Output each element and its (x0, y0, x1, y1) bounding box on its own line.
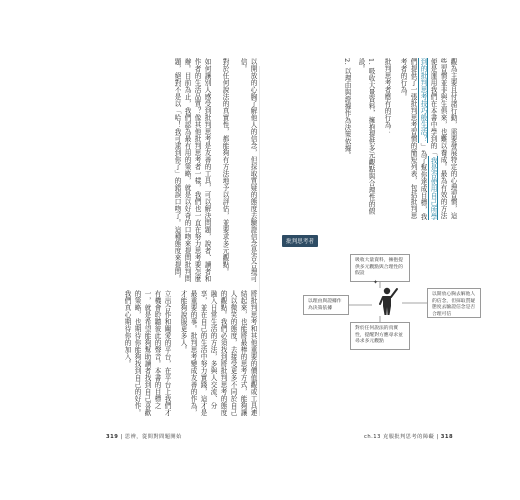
left-paragraph-1: 以開放的心胸了解他人的信念，但採取質疑的態度去驗證信念是否合理可信。 (239, 58, 257, 282)
highlighted-question: 我是否使用自己所學到的批判思考技巧般生活？ (419, 58, 437, 220)
left-paragraph-5: 立出合作和關愛的平台，在平台上我們才有機會聆聽彼此的聲音。本書的目標之一，就是希望能夠幫助讀者找到自己喜歡的策略，也期待你能夠找到自己的好作。我們真心期待你的加入。 (123, 290, 171, 416)
person-icon (378, 286, 400, 316)
left-page-text-lower (122, 290, 258, 418)
right-page (262, 58, 458, 438)
right-list-item-1: 1. 吸收大量資料，擁抱提供多元觀點與合理性的假設。 (357, 58, 375, 215)
page-number-right: 318 (440, 434, 454, 440)
lightbulb-icon: ✦ (373, 279, 379, 286)
footer-right: ch.13 克服批判思考的障礙 | 318 (364, 434, 454, 440)
left-paragraph-4: 將批判思考和其他重要的價值觀或工具連結起來，也能將最棒的思考方式，能夠讓人以微笑的態度，去接受更多不同於自己的觀點。我們必須找到將批判思考的態度融入日常生活的方法，多與人交流、分享，並在自己的生活中努力實踐，這才是最重要的事。批判思考變成友善的作為，才能夠說服更多人。 (179, 290, 257, 416)
right-paragraph-1: 觀為主要且付諸行動，需要發展特定的心理習慣，這些習慣並非與生俱來，也難以養成。最為有效的方法便是運用我們在本書中學到的「我是否使用自己所學到的批判思考技巧般生活？」為了幫你達成目標，我們提供了一張批判思考習慣的簡短列表，包括批判思考者的行為。 (399, 58, 457, 220)
diagram-box-left: 以理由與證據作為決策依據 (303, 295, 349, 315)
diagram-tag: 批判思考者 (282, 235, 318, 247)
diagram-box-right: 以開放心胸去解他人的信念，但採取質疑態度去驗證信念是否合理可信 (427, 288, 481, 318)
gutter-divider (259, 66, 260, 416)
right-list-item-2: 2. 以理由與證據作為決策依據。 (343, 58, 351, 159)
diagram-box-bottom: 對於任何說法的真實性，提醒對方應尋求並尋求多元觀點 (350, 322, 410, 350)
footer-chapter-title: ch.13 克服批判思考的障礙 (364, 434, 435, 440)
footer-left: 319 | 思辨，從問對問題開始 (106, 434, 182, 440)
diagram-box-top: 吸收大量資料，擁抱提供多元觀點與合理性的假設 (350, 254, 410, 282)
left-paragraph-3: 如何讓別人感受到批判思考是友善的工具，可以解決問題，說者、讀者和作者的生活品質？像其他批判思考者一樣，我們也一直在努力思考要怎麼辦。目前為止，我們認為最有用的策略，就是以好奇的口吻來提問批判問題，絕對不是以「哈！我可逮到你了」的錯誤口吻了。這種態度來提問。 (173, 58, 211, 282)
left-paragraph-2: 對於任何說法的真實性，都能夠有方法地予以評估，並要求多元觀點。 (221, 58, 229, 275)
right-page-text (342, 58, 458, 224)
footer-section-title: 思辨，從問對問題開始 (124, 434, 182, 440)
left-page (62, 58, 258, 438)
right-list-heading: 批判思考者應有的行為： (383, 58, 391, 135)
left-page-text-upper (166, 58, 258, 284)
page-number-left: 319 (106, 434, 119, 440)
